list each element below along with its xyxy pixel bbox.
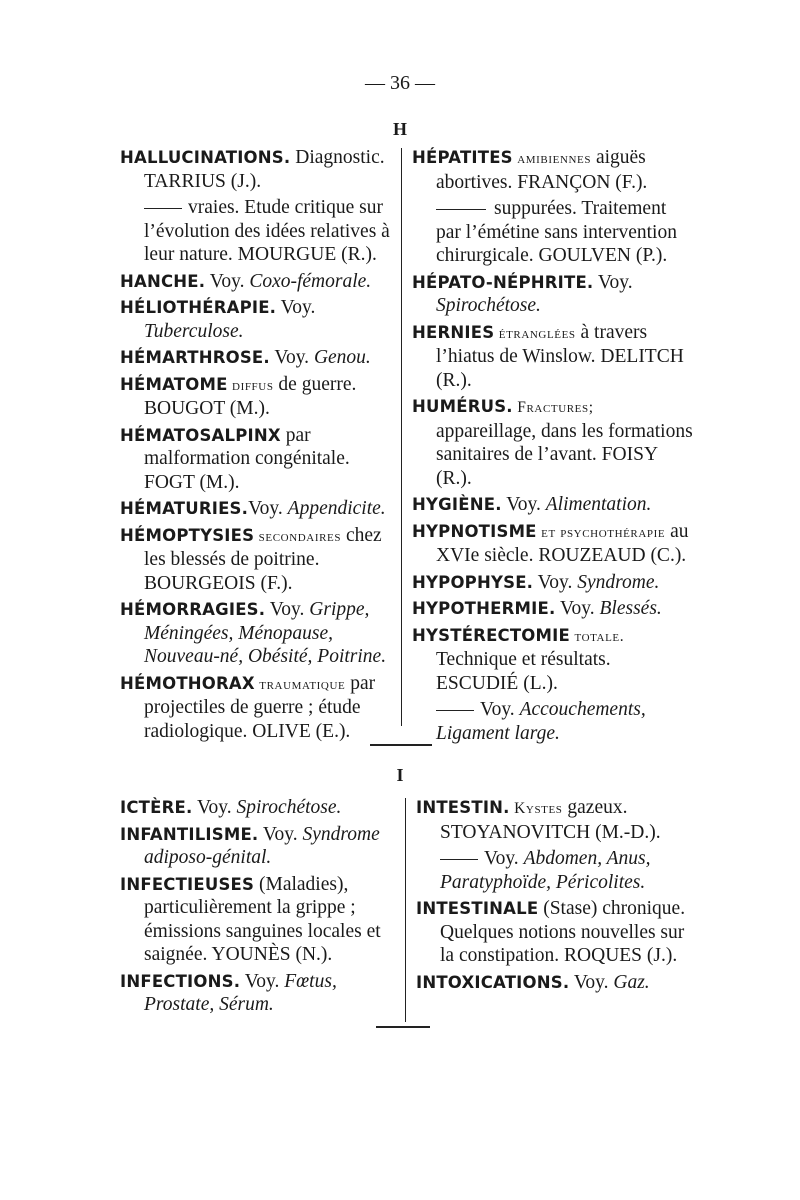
cross-reference: Spirochétose. [236, 797, 342, 818]
entry-headword: HÉMOPTYSIES [120, 525, 255, 545]
index-subentry [412, 698, 694, 745]
index-entry [412, 321, 694, 393]
entry-headword: HÉLIOTHÉRAPIE. [120, 298, 277, 317]
index-entry [120, 970, 394, 1017]
entry-headword: HÉMATURIES. [120, 499, 249, 518]
entry-headword: INTOXICATIONS. [416, 972, 570, 992]
cross-reference: Blessés. [599, 598, 662, 619]
index-entry [120, 373, 392, 421]
section-letter-i: I [396, 765, 404, 785]
section-letter-h: H [392, 119, 407, 139]
index-entry [120, 497, 392, 521]
index-entry [120, 672, 392, 744]
section-separator [370, 744, 432, 746]
entry-text: Voy. [205, 270, 250, 292]
entry-text: Voy. [569, 971, 614, 993]
entry-qualifier: totale. [569, 627, 625, 645]
entry-qualifier: Fractures; [512, 399, 594, 416]
entry-text: au XVIe siècle. ROUZEAUD (C.). [436, 520, 689, 566]
entry-headword: INFANTILISME. [120, 824, 259, 844]
entry-qualifier: Kystes [509, 800, 563, 817]
entry-headword: INFECTIONS. [120, 971, 241, 991]
entry-headword: HYGIÈNE. [412, 495, 502, 514]
entry-text: aiguës abortives. FRANÇON (F.). [436, 147, 648, 193]
entry-text: (Maladies), particulièrement la grippe ; émissions sanguines locales et saignée. YOUNÈS (N.). [144, 873, 381, 965]
index-entry [412, 520, 694, 568]
column-divider [405, 798, 406, 1022]
i-left-column [120, 796, 394, 1020]
entry-headword: HYPOPHYSE. [412, 572, 534, 592]
index-entry [120, 296, 392, 343]
index-subentry [412, 197, 694, 268]
cross-reference: Alimentation. [545, 494, 652, 515]
entry-text: par projectiles de guerre ; étude radiologique. OLIVE (E.). [144, 672, 376, 742]
entry-qualifier: traumatique [254, 675, 346, 693]
entry-qualifier: et psychothérapie [536, 523, 666, 541]
entry-text: Voy. [276, 297, 316, 318]
index-entry [412, 146, 694, 194]
entry-text: (Stase) chronique. Quelques notions nouvelles sur la constipation. ROQUES (J.). [440, 898, 686, 966]
index-entry [412, 571, 694, 595]
repeat-dash [144, 208, 182, 209]
index-subentry [416, 847, 702, 894]
entry-headword: HÉMATOME [120, 374, 228, 394]
index-entry [412, 493, 694, 517]
entry-headword: HYPNOTISME [412, 521, 537, 541]
index-entry [120, 524, 392, 596]
index-entry [120, 796, 394, 820]
cross-reference: Genou. [313, 347, 371, 368]
index-entry [416, 897, 702, 968]
index-entry [120, 873, 394, 967]
column-divider [401, 148, 402, 726]
entry-qualifier: secondaires [254, 527, 342, 545]
i-right-column [416, 796, 702, 997]
index-entry [416, 971, 702, 995]
entry-headword: HÉMORRAGIES. [120, 600, 266, 619]
entry-headword: HYSTÉRECTOMIE [412, 625, 570, 645]
entry-headword: HYPOTHERMIE. [412, 599, 556, 618]
h-right-column [412, 146, 694, 748]
entry-text: Voy. [240, 970, 285, 992]
entry-qualifier: diffus [227, 376, 274, 394]
index-entry [412, 597, 694, 621]
index-entry [416, 796, 702, 844]
entry-headword: HUMÉRUS. [412, 397, 513, 416]
index-entry [412, 395, 694, 490]
entry-text: suppurées. Traitement par l’émétine sans intervention chirurgicale. GOULVEN (P.). [436, 198, 677, 266]
entry-headword: HÉPATITES [412, 148, 513, 167]
cross-reference: Appendicite. [287, 498, 386, 519]
cross-reference: Spirochétose. [436, 295, 541, 316]
repeat-dash [436, 710, 474, 711]
cross-reference: Fœtus, Prostate, Sérum. [144, 970, 337, 1015]
entry-text: Voy. [484, 848, 524, 869]
entry-text: Voy. [533, 571, 578, 593]
entry-text: Voy. [555, 598, 600, 619]
cross-reference: Gaz. [613, 971, 650, 993]
index-entry [412, 624, 694, 696]
entry-text: gazeux. STOYANOVITCH (M.-D.). [440, 797, 661, 843]
index-entry [120, 598, 392, 669]
index-subentry [120, 196, 392, 267]
entry-headword: HÉMARTHROSE. [120, 348, 270, 367]
entry-headword: HÉMOTHORAX [120, 673, 255, 693]
entry-headword: INTESTIN. [416, 798, 510, 817]
cross-reference: Syndrome. [577, 571, 660, 593]
entry-text: Voy. [248, 498, 288, 519]
index-entry [120, 346, 392, 370]
entry-headword: ICTÈRE. [120, 798, 193, 817]
page-number: — 36 — [365, 72, 435, 94]
repeat-dash [436, 209, 486, 210]
entry-text: par malformation congénitale. FOGT (M.). [144, 424, 350, 493]
h-left-column [120, 146, 392, 746]
entry-text: de guerre. BOUGOT (M.). [144, 373, 357, 419]
entry-headword: INTESTINALE [416, 899, 539, 918]
entry-qualifier: amibiennes [512, 150, 592, 167]
entry-text: Diagnostic. TARRIUS (J.). [144, 147, 385, 192]
index-entry [412, 271, 694, 318]
entry-text: Voy. [501, 494, 546, 515]
entry-headword: HANCHE. [120, 271, 206, 291]
index-entry [120, 823, 394, 870]
repeat-dash [440, 859, 478, 860]
entry-qualifier: étranglées [494, 324, 576, 342]
cross-reference: Coxo-fémorale. [249, 270, 372, 292]
entry-text: chez les blessés de poitrine. BOURGEOIS (F.). [144, 524, 382, 594]
entry-headword: INFECTIEUSES [120, 874, 255, 894]
entry-text: Voy. [258, 823, 303, 845]
cross-reference: Tuberculose. [144, 320, 244, 342]
section-separator [376, 1026, 430, 1028]
cross-reference: Syndrome adiposo-génital. [144, 823, 380, 868]
entry-text: Voy. [593, 271, 633, 293]
entry-text: Voy. [192, 797, 237, 818]
entry-text: Technique et résultats. ESCUDIÉ (L.). [436, 649, 611, 694]
entry-text: Voy. [265, 599, 310, 620]
entry-text: Voy. [480, 699, 520, 720]
entry-headword: HÉMATOSALPINX [120, 425, 281, 445]
entry-headword: HALLUCINATIONS. [120, 148, 291, 167]
index-entry [120, 270, 392, 294]
entry-headword: HÉPATO-NÉPHRITE. [412, 272, 594, 292]
index-entry [120, 424, 392, 495]
cross-reference: Abdomen, Anus, Paratyphoïde, Péricolites. [440, 848, 651, 893]
entry-text: appareillage, dans les formations sanitaires de l’avant. FOISY (R.). [436, 420, 693, 489]
cross-reference: Accouchements, Ligament large. [436, 699, 646, 744]
cross-reference: Grippe, Méningées, Ménopause, Nouveau-né, Obésité, Poitrine. [144, 599, 387, 667]
entry-text: à travers l’hiatus de Winslow. DELITCH (R.). [436, 321, 684, 391]
entry-text: Voy. [269, 347, 314, 368]
entry-text: vraies. Etude critique sur l’évolution des idées relatives à leur nature. MOURGUE (R.). [144, 197, 390, 265]
index-entry [120, 146, 392, 193]
entry-headword: HERNIES [412, 322, 495, 342]
